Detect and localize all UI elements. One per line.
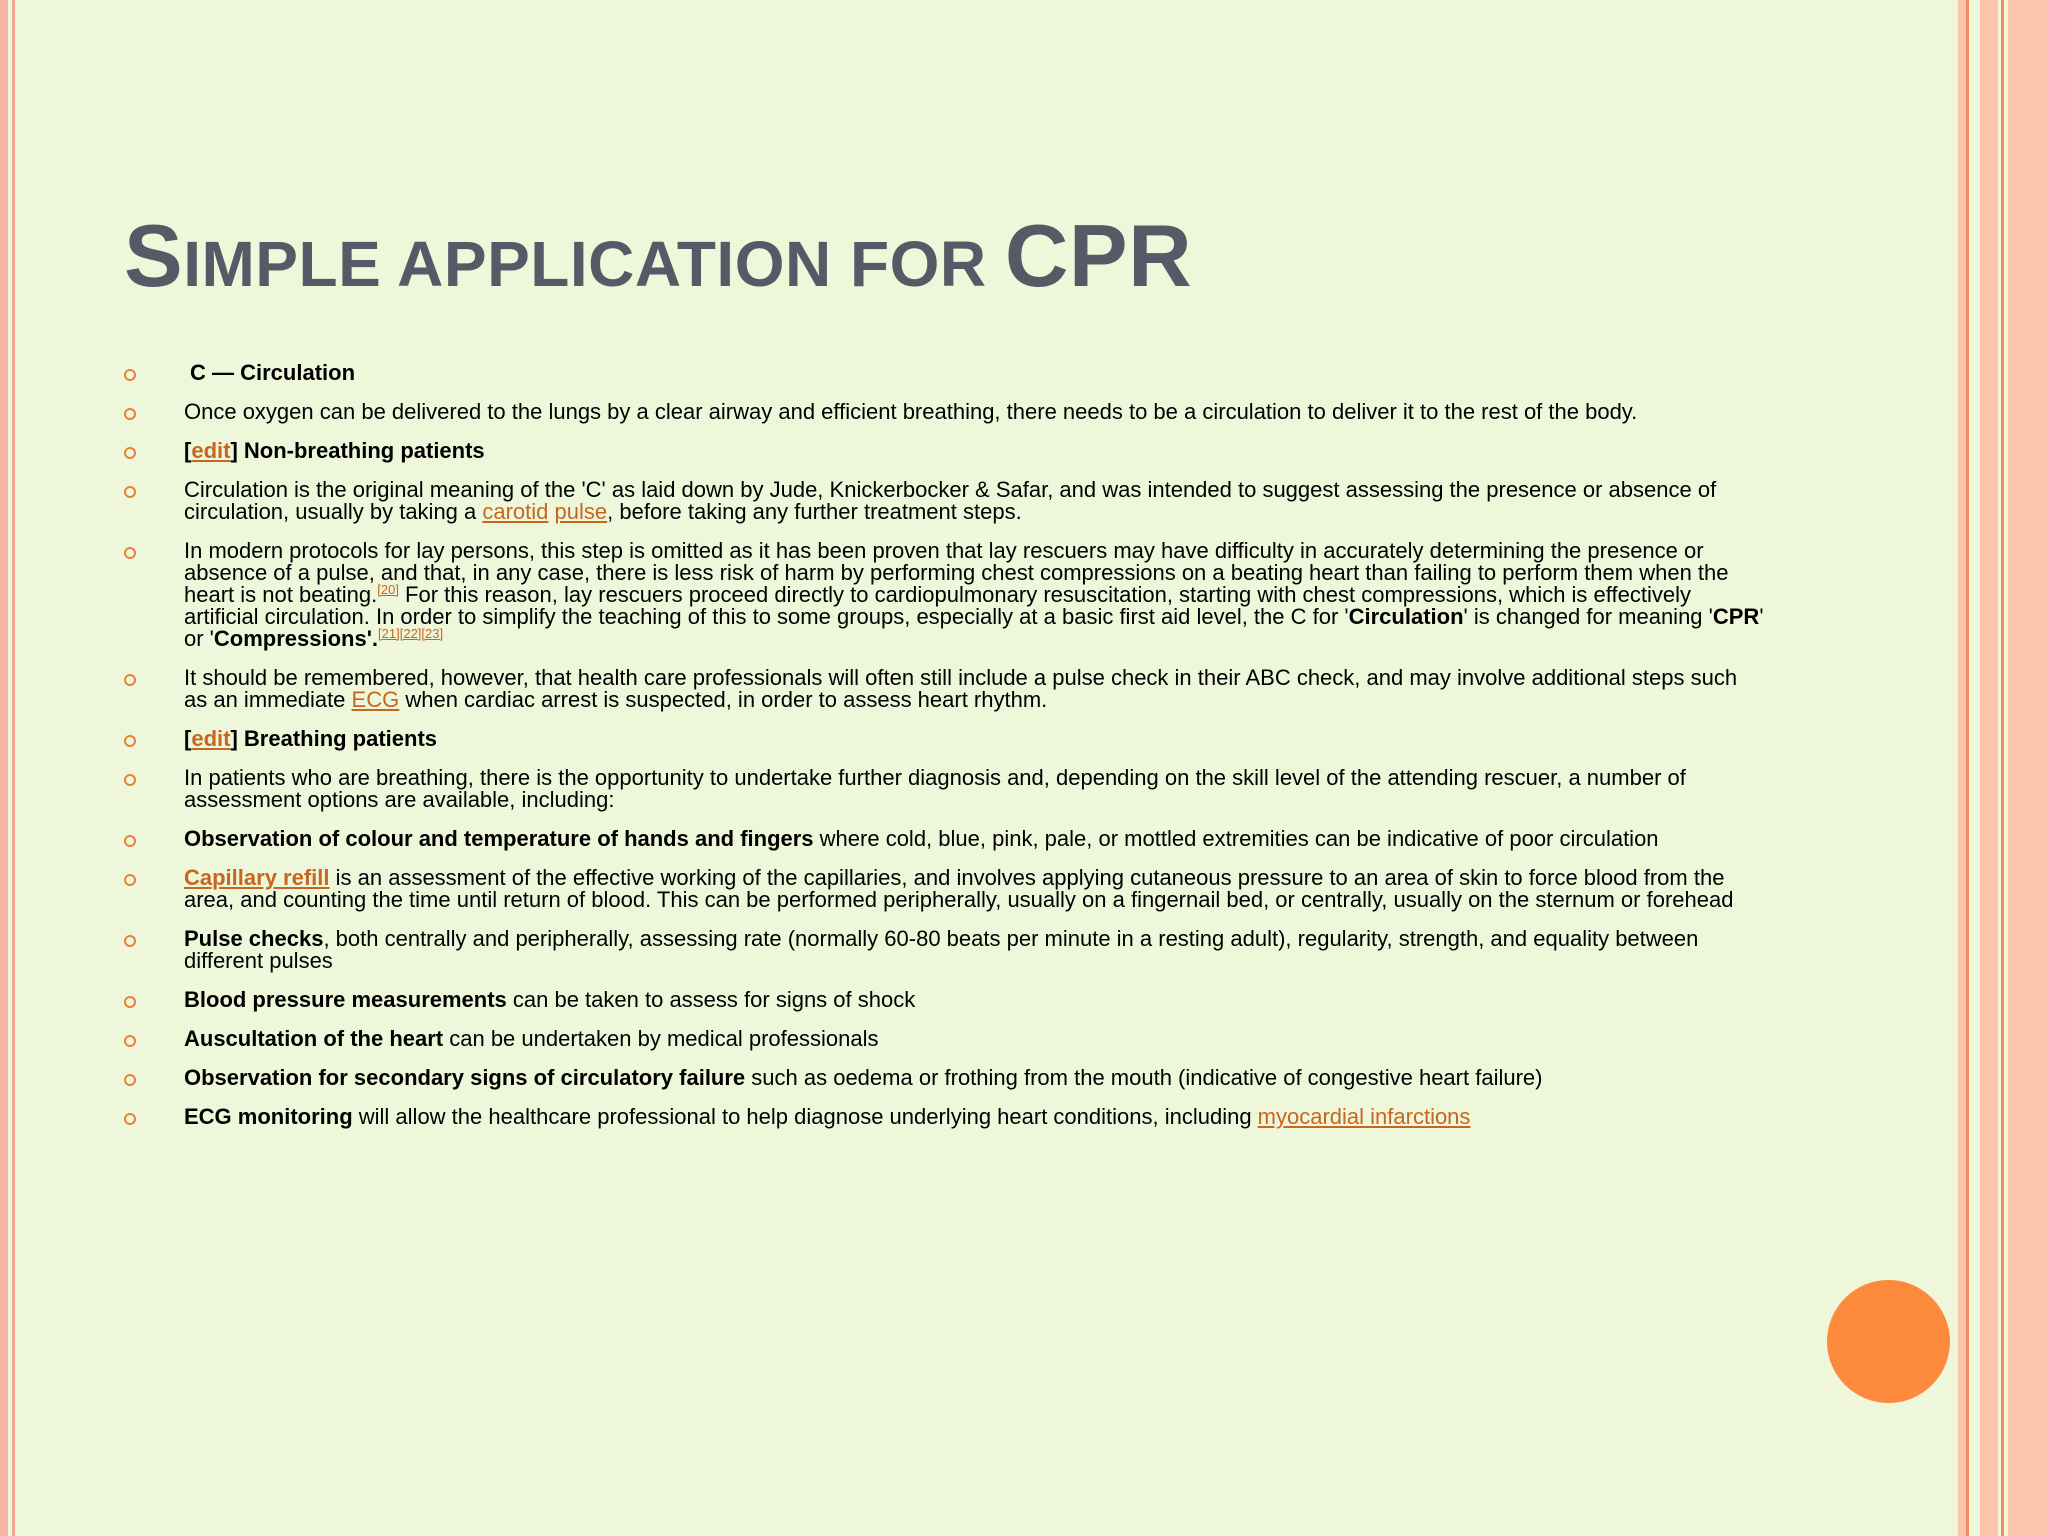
bullet-icon bbox=[124, 935, 136, 947]
bullet-icon bbox=[124, 486, 136, 498]
bullet-icon bbox=[124, 1035, 136, 1047]
right-border-line-1 bbox=[1958, 0, 1966, 1536]
bullet-icon bbox=[124, 547, 136, 559]
reference-link[interactable]: [21][22][23] bbox=[378, 626, 444, 641]
edit-link[interactable]: edit bbox=[191, 726, 231, 751]
list-item: Blood pressure measurements can be taken to assess for signs of shock bbox=[124, 989, 1764, 1011]
right-border-line-2 bbox=[1966, 0, 1969, 1536]
decorative-circle bbox=[1827, 1280, 1950, 1403]
list-item: Pulse checks, both centrally and peripherally, assessing rate (normally 60-80 beats per minute in a resting adult), regularity, strength, and equality between different pulses bbox=[124, 928, 1764, 972]
list-item: In modern protocols for lay persons, this step is omitted as it has been proven that lay rescuers may have difficulty in accurately determining the presence or absence of a pulse, and that, in any case, there is less risk of harm by performing chest compressions on a beating heart than failing to perform them when the heart is not beating.[20] For this reason, lay rescuers proceed directly to cardiopulmonary resuscitation, starting with chest compressions, which is effectively artificial circulation. In order to simplify the teaching of this to some groups, especially at a basic first aid level, the C for 'Circulation' is changed for meaning 'CPR' or 'Compressions'.[21][22][23] bbox=[124, 540, 1764, 650]
carotid-link[interactable]: carotid bbox=[482, 499, 549, 524]
list-item: [edit] Non-breathing patients bbox=[124, 440, 1764, 462]
bullet-icon bbox=[124, 874, 136, 886]
list-item: Capillary refill is an assessment of the effective working of the capillaries, and involves applying cutaneous pressure to an area of skin to force blood from the area, and counting the time until return of blood. This can be performed peripherally, usually on a fingernail bed, or centrally, usually on the sternum or forehead bbox=[124, 867, 1764, 911]
bullet-icon bbox=[124, 408, 136, 420]
list-item: ECG monitoring will allow the healthcare professional to help diagnose underlying heart conditions, including myocardial infarctions bbox=[124, 1106, 1764, 1128]
list-item: Once oxygen can be delivered to the lungs by a clear airway and efficient breathing, there needs to be a circulation to deliver it to the rest of the body. bbox=[124, 401, 1764, 423]
myocardial-infarctions-link[interactable]: myocardial infarctions bbox=[1257, 1104, 1471, 1129]
ecg-link[interactable]: ECG bbox=[351, 687, 400, 712]
bullet-icon bbox=[124, 996, 136, 1008]
bullet-icon bbox=[124, 369, 136, 381]
capillary-refill-link[interactable]: Capillary refill bbox=[184, 865, 330, 890]
bullet-icon bbox=[124, 774, 136, 786]
list-item: In patients who are breathing, there is the opportunity to undertake further diagnosis and, depending on the skill level of the attending rescuer, a number of assessment options are available, including: bbox=[124, 767, 1764, 811]
list-item: Circulation is the original meaning of the 'C' as laid down by Jude, Knickerbocker & Safar, and was intended to suggest assessing the presence or absence of circulation, usually by taking a carotid pulse, before taking any further treatment steps. bbox=[124, 479, 1764, 523]
list-item: Observation for secondary signs of circulatory failure such as oedema or frothing from the mouth (indicative of congestive heart failure) bbox=[124, 1067, 1764, 1089]
list-item: Auscultation of the heart can be undertaken by medical professionals bbox=[124, 1028, 1764, 1050]
left-border-line bbox=[12, 0, 15, 1536]
right-border-line-3 bbox=[2001, 0, 2004, 1536]
list-item: It should be remembered, however, that health care professionals will often still include a pulse check in their ABC check, and may involve additional steps such as an immediate ECG when cardiac arrest is suspected, in order to assess heart rhythm. bbox=[124, 667, 1764, 711]
list-item: [edit] Breathing patients bbox=[124, 728, 1764, 750]
bullet-icon bbox=[124, 1074, 136, 1086]
left-border-stripe bbox=[0, 0, 8, 1536]
pulse-link[interactable]: pulse bbox=[554, 499, 608, 524]
list-item: Observation of colour and temperature of hands and fingers where cold, blue, pink, pale, or mottled extremities can be indicative of poor circulation bbox=[124, 828, 1764, 850]
right-border-band-1 bbox=[1980, 0, 1998, 1536]
bullet-icon bbox=[124, 447, 136, 459]
reference-link[interactable]: [20] bbox=[377, 582, 399, 597]
bullet-icon bbox=[124, 1113, 136, 1125]
bullet-list bbox=[124, 362, 1764, 1145]
bullet-icon bbox=[124, 735, 136, 747]
page-title: SIMPLE APPLICATION FOR CPR bbox=[124, 206, 1193, 305]
edit-link[interactable]: edit bbox=[191, 438, 231, 463]
bullet-icon bbox=[124, 674, 136, 686]
list-item: C — Circulation bbox=[124, 362, 1764, 384]
bullet-icon bbox=[124, 835, 136, 847]
right-border-band-2 bbox=[2008, 0, 2048, 1536]
